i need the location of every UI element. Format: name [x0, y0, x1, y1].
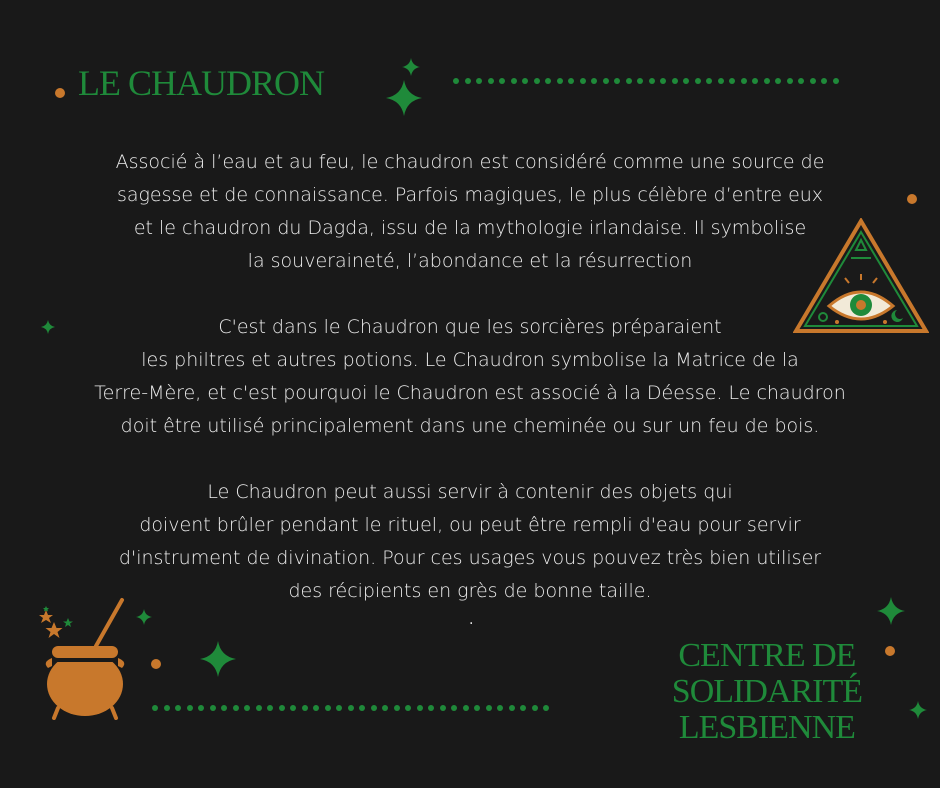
top-dotted-divider	[453, 78, 839, 84]
paragraph-3	[20, 476, 920, 608]
paragraph-line: des récipients en grès de bonne taille.	[288, 580, 652, 602]
decor-dot	[151, 659, 161, 669]
decor-dot	[885, 646, 895, 656]
sparkle-icon	[402, 58, 420, 76]
paragraph-line: sagesse et de connaissance. Parfois magiques, le plus célèbre d’entre eux	[116, 184, 824, 206]
paragraph-line: d'instrument de divination. Pour ces usages vous pouvez très bien utiliser	[118, 547, 822, 569]
sparkle-icon	[909, 701, 927, 719]
paragraph-line: doivent brûler pendant le rituel, ou peut être rempli d'eau pour servir	[139, 514, 801, 536]
trailing-mark: .	[469, 612, 474, 628]
sparkle-icon	[136, 609, 152, 625]
bottom-dotted-divider	[152, 705, 549, 711]
organization-name	[672, 638, 862, 746]
cauldron-icon	[36, 596, 132, 720]
paragraph-1	[20, 146, 920, 278]
paragraph-line: et le chaudron du Dagda, issu de la mythologie irlandaise. Il symbolise	[133, 217, 807, 239]
org-name-line: SOLIDARITÉ	[671, 673, 862, 710]
paragraph-line: C'est dans le Chaudron que les sorcières préparaient	[218, 316, 722, 338]
paragraph-line: la souveraineté, l’abondance et la résurrection	[247, 250, 693, 272]
sparkle-icon	[386, 80, 422, 116]
title-bullet-dot	[55, 88, 65, 98]
sparkle-icon	[877, 597, 905, 625]
org-name-line: CENTRE DE	[678, 637, 856, 674]
paragraph-line: Associé à l’eau et au feu, le chaudron est considéré comme une source de	[115, 151, 825, 173]
paragraph-line: Le Chaudron peut aussi servir à contenir des objets qui	[207, 481, 733, 503]
paragraph-line: les philtres et autres potions. Le Chaudron symbolise la Matrice de la	[141, 349, 799, 371]
paragraph-line: Terre-Mère, et c'est pourquoi le Chaudron est associé à la Déesse. Le chaudron	[94, 382, 846, 404]
org-name-line: LESBIENNE	[678, 709, 855, 746]
paragraph-line: doit être utilisé principalement dans une cheminée ou sur un feu de bois.	[120, 415, 820, 437]
sparkle-icon	[200, 641, 236, 677]
paragraph-2	[20, 311, 920, 443]
page-title: LE CHAUDRON	[78, 63, 324, 103]
